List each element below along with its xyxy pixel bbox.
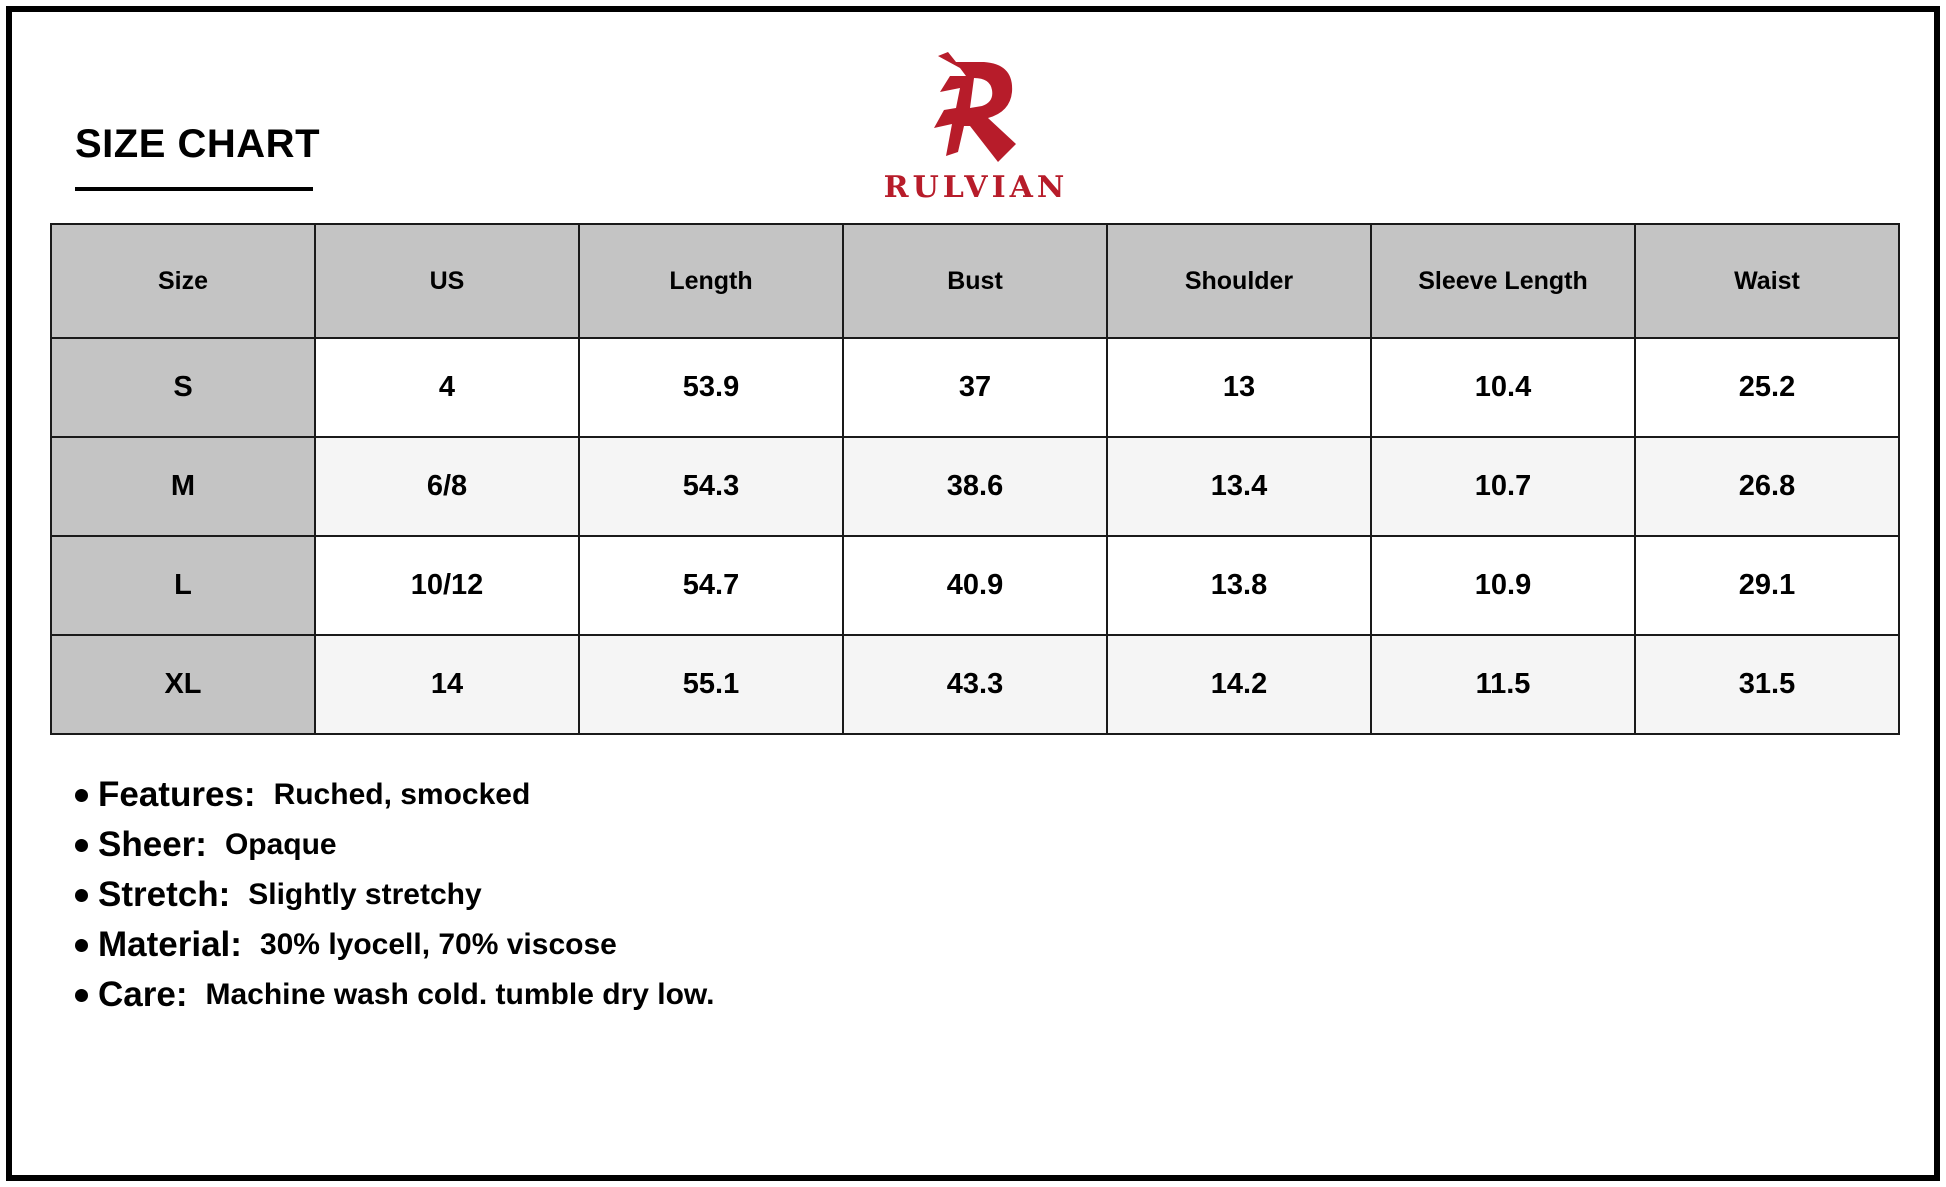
feature-label: Material: — [98, 925, 242, 964]
feature-value: Slightly stretchy — [248, 878, 482, 911]
feature-label: Features: — [98, 775, 256, 814]
cell-us: 6/8 — [315, 437, 579, 536]
cell-shoulder: 14.2 — [1107, 635, 1371, 734]
cell-waist: 26.8 — [1635, 437, 1899, 536]
cell-size: XL — [51, 635, 315, 734]
cell-shoulder: 13 — [1107, 338, 1371, 437]
cell-bust: 38.6 — [843, 437, 1107, 536]
header-size: Size — [51, 224, 315, 338]
brand-logo — [876, 52, 1076, 206]
cell-bust: 37 — [843, 338, 1107, 437]
bullet-icon — [75, 839, 88, 852]
header-shoulder: Shoulder — [1107, 224, 1371, 338]
bullet-icon — [75, 989, 88, 1002]
cell-us: 4 — [315, 338, 579, 437]
list-item — [75, 820, 714, 870]
list-item — [75, 970, 714, 1020]
cell-length: 54.7 — [579, 536, 843, 635]
feature-list — [75, 770, 714, 1020]
cell-us: 10/12 — [315, 536, 579, 635]
cell-bust: 40.9 — [843, 536, 1107, 635]
table-row — [51, 437, 1899, 536]
cell-sleeve-length: 11.5 — [1371, 635, 1635, 734]
list-item — [75, 870, 714, 920]
feature-label: Sheer: — [98, 825, 207, 864]
cell-sleeve-length: 10.9 — [1371, 536, 1635, 635]
cell-sleeve-length: 10.7 — [1371, 437, 1635, 536]
cell-shoulder: 13.4 — [1107, 437, 1371, 536]
cell-waist: 31.5 — [1635, 635, 1899, 734]
title-underline — [75, 187, 313, 191]
cell-us: 14 — [315, 635, 579, 734]
bullet-icon — [75, 789, 88, 802]
feature-label: Care: — [98, 975, 188, 1014]
table-row — [51, 338, 1899, 437]
table-header-row — [51, 224, 1899, 338]
feature-value: Machine wash cold. tumble dry low. — [205, 978, 715, 1011]
feature-value: Ruched, smocked — [273, 778, 531, 811]
bullet-icon — [75, 889, 88, 902]
cell-waist: 25.2 — [1635, 338, 1899, 437]
list-item — [75, 920, 714, 970]
cell-length: 55.1 — [579, 635, 843, 734]
cell-length: 53.9 — [579, 338, 843, 437]
cell-sleeve-length: 10.4 — [1371, 338, 1635, 437]
feature-value: 30% lyocell, 70% viscose — [259, 928, 617, 961]
header-length: Length — [579, 224, 843, 338]
cell-size: M — [51, 437, 315, 536]
header-waist: Waist — [1635, 224, 1899, 338]
cell-size: L — [51, 536, 315, 635]
header-sleeve-length: Sleeve Length — [1371, 224, 1635, 338]
brand-name: RULVIAN — [883, 170, 1069, 205]
bullet-icon — [75, 939, 88, 952]
size-table — [50, 223, 1900, 735]
header-us: US — [315, 224, 579, 338]
page-title: SIZE CHART — [75, 122, 320, 166]
table-row — [51, 536, 1899, 635]
cell-shoulder: 13.8 — [1107, 536, 1371, 635]
cell-size: S — [51, 338, 315, 437]
feature-label: Stretch: — [98, 875, 231, 914]
cell-length: 54.3 — [579, 437, 843, 536]
header-bust: Bust — [843, 224, 1107, 338]
feature-value: Opaque — [224, 828, 337, 861]
list-item — [75, 770, 714, 820]
cell-waist: 29.1 — [1635, 536, 1899, 635]
cell-bust: 43.3 — [843, 635, 1107, 734]
rulvian-r-monogram-icon — [926, 52, 1026, 164]
table-row — [51, 635, 1899, 734]
